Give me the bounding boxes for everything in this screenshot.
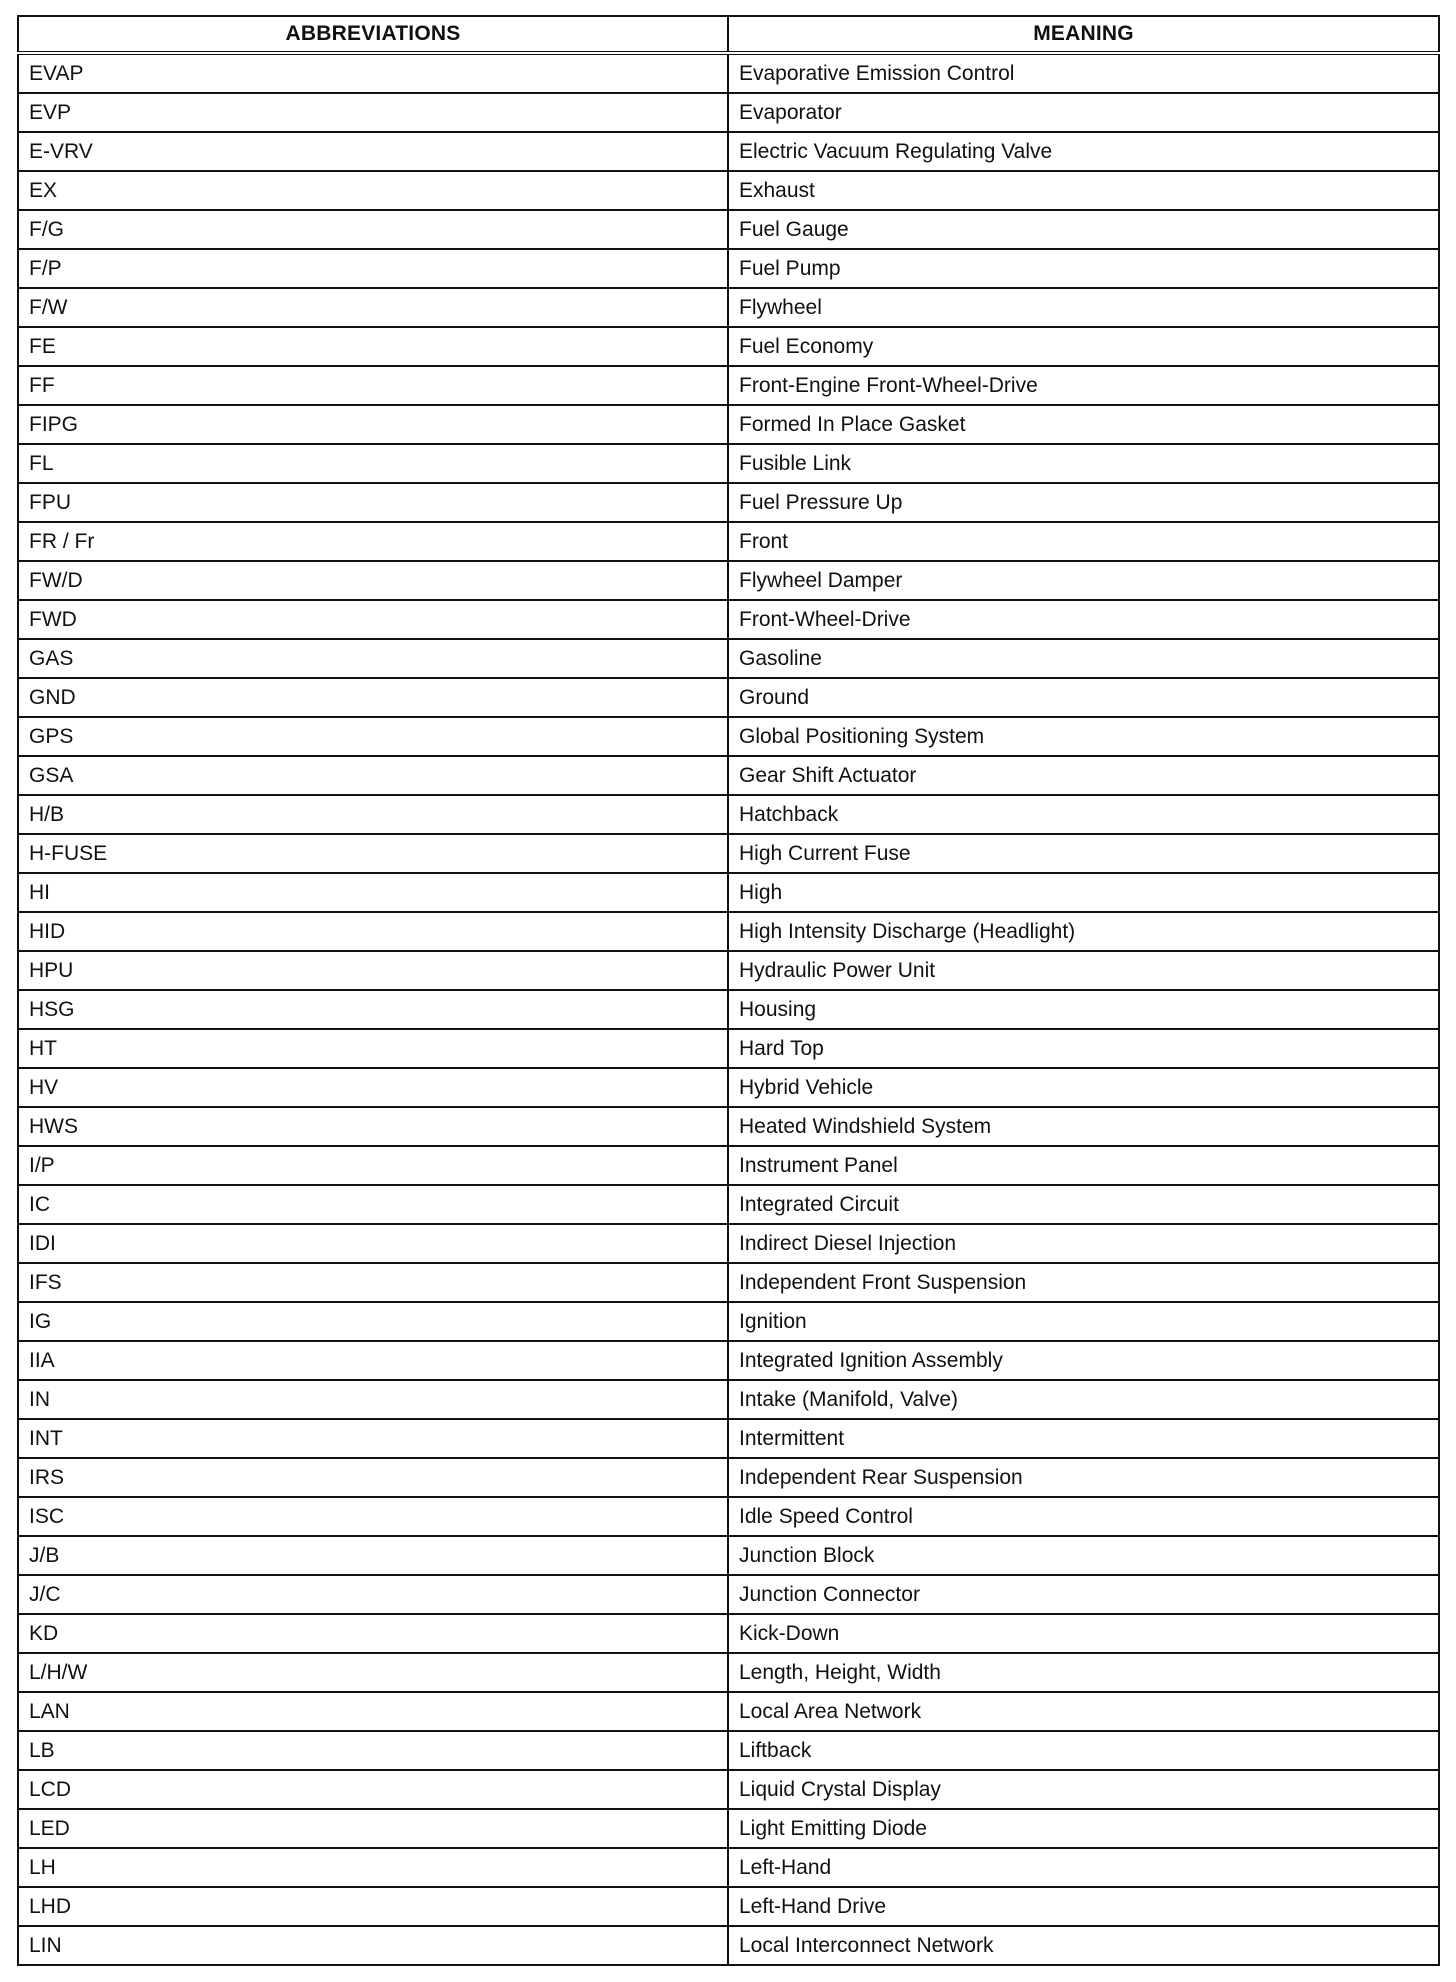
table-row: [18, 366, 1439, 405]
abbreviations-table: [17, 15, 1440, 1966]
meaning-cell: Hatchback: [728, 795, 1439, 834]
abbreviation-cell: HID: [18, 912, 728, 951]
meaning-cell: High Intensity Discharge (Headlight): [728, 912, 1439, 951]
abbreviation-cell: ISC: [18, 1497, 728, 1536]
abbreviation-cell: H-FUSE: [18, 834, 728, 873]
abbreviation-cell: F/G: [18, 210, 728, 249]
table-row: [18, 288, 1439, 327]
table-row: [18, 1809, 1439, 1848]
abbreviation-cell: EX: [18, 171, 728, 210]
table-row: [18, 210, 1439, 249]
abbreviation-cell: IDI: [18, 1224, 728, 1263]
meaning-cell: Indirect Diesel Injection: [728, 1224, 1439, 1263]
meaning-cell: Left-Hand Drive: [728, 1887, 1439, 1926]
table-row: [18, 1419, 1439, 1458]
meaning-cell: Fuel Gauge: [728, 210, 1439, 249]
meaning-cell: Fuel Economy: [728, 327, 1439, 366]
abbreviation-cell: IG: [18, 1302, 728, 1341]
table-row: [18, 1146, 1439, 1185]
meaning-cell: Fuel Pressure Up: [728, 483, 1439, 522]
table-row: [18, 171, 1439, 210]
abbreviation-cell: KD: [18, 1614, 728, 1653]
abbreviation-cell: LHD: [18, 1887, 728, 1926]
abbreviation-cell: LED: [18, 1809, 728, 1848]
table-row: [18, 678, 1439, 717]
meaning-cell: Junction Block: [728, 1536, 1439, 1575]
table-row: [18, 873, 1439, 912]
table-row: [18, 405, 1439, 444]
abbreviation-cell: F/W: [18, 288, 728, 327]
meaning-cell: Evaporative Emission Control: [728, 53, 1439, 93]
abbreviation-cell: I/P: [18, 1146, 728, 1185]
table-row: [18, 1614, 1439, 1653]
table-row: [18, 600, 1439, 639]
meaning-cell: Local Interconnect Network: [728, 1926, 1439, 1965]
table-row: [18, 1458, 1439, 1497]
abbreviation-cell: FR / Fr: [18, 522, 728, 561]
meaning-cell: Integrated Circuit: [728, 1185, 1439, 1224]
abbreviation-cell: IIA: [18, 1341, 728, 1380]
table-row: [18, 1263, 1439, 1302]
table-row: [18, 1497, 1439, 1536]
table-row: [18, 522, 1439, 561]
abbreviations-column-header: ABBREVIATIONS: [18, 16, 728, 53]
meaning-cell: Fuel Pump: [728, 249, 1439, 288]
abbreviation-cell: GPS: [18, 717, 728, 756]
meaning-cell: Evaporator: [728, 93, 1439, 132]
table-row: [18, 1848, 1439, 1887]
abbreviation-cell: HPU: [18, 951, 728, 990]
table-row: [18, 951, 1439, 990]
table-row: [18, 717, 1439, 756]
abbreviation-cell: GND: [18, 678, 728, 717]
meaning-cell: Ignition: [728, 1302, 1439, 1341]
abbreviation-cell: FWD: [18, 600, 728, 639]
meaning-cell: Length, Height, Width: [728, 1653, 1439, 1692]
meaning-cell: Local Area Network: [728, 1692, 1439, 1731]
table-row: [18, 990, 1439, 1029]
meaning-cell: Instrument Panel: [728, 1146, 1439, 1185]
meaning-cell: Global Positioning System: [728, 717, 1439, 756]
meaning-cell: Integrated Ignition Assembly: [728, 1341, 1439, 1380]
abbreviation-cell: HV: [18, 1068, 728, 1107]
abbreviation-cell: GAS: [18, 639, 728, 678]
meaning-cell: Fusible Link: [728, 444, 1439, 483]
table-row: [18, 1536, 1439, 1575]
abbreviation-cell: F/P: [18, 249, 728, 288]
meaning-cell: High Current Fuse: [728, 834, 1439, 873]
meaning-cell: Junction Connector: [728, 1575, 1439, 1614]
meaning-cell: Housing: [728, 990, 1439, 1029]
meaning-cell: Flywheel Damper: [728, 561, 1439, 600]
abbreviation-cell: GSA: [18, 756, 728, 795]
meaning-cell: Hard Top: [728, 1029, 1439, 1068]
meaning-cell: Flywheel: [728, 288, 1439, 327]
table-row: [18, 834, 1439, 873]
abbreviation-cell: HSG: [18, 990, 728, 1029]
abbreviations-page: [17, 15, 1438, 1966]
table-body: [18, 53, 1439, 1965]
abbreviation-cell: LIN: [18, 1926, 728, 1965]
table-row: [18, 1185, 1439, 1224]
abbreviation-cell: E-VRV: [18, 132, 728, 171]
table-row: [18, 1302, 1439, 1341]
abbreviation-cell: H/B: [18, 795, 728, 834]
meaning-cell: Idle Speed Control: [728, 1497, 1439, 1536]
meaning-cell: Liquid Crystal Display: [728, 1770, 1439, 1809]
meaning-cell: Left-Hand: [728, 1848, 1439, 1887]
abbreviation-cell: IFS: [18, 1263, 728, 1302]
table-row: [18, 483, 1439, 522]
abbreviation-cell: HWS: [18, 1107, 728, 1146]
table-row: [18, 53, 1439, 93]
meaning-cell: Independent Rear Suspension: [728, 1458, 1439, 1497]
meaning-cell: Gasoline: [728, 639, 1439, 678]
table-row: [18, 1107, 1439, 1146]
table-row: [18, 1224, 1439, 1263]
table-row: [18, 1575, 1439, 1614]
meaning-cell: Hybrid Vehicle: [728, 1068, 1439, 1107]
table-row: [18, 912, 1439, 951]
meaning-cell: Ground: [728, 678, 1439, 717]
abbreviation-cell: FW/D: [18, 561, 728, 600]
meaning-cell: Intake (Manifold, Valve): [728, 1380, 1439, 1419]
abbreviation-cell: IN: [18, 1380, 728, 1419]
table-header-row: [18, 16, 1439, 53]
table-row: [18, 1926, 1439, 1965]
table-row: [18, 561, 1439, 600]
abbreviation-cell: FIPG: [18, 405, 728, 444]
table-row: [18, 249, 1439, 288]
table-row: [18, 1770, 1439, 1809]
meaning-cell: Front-Wheel-Drive: [728, 600, 1439, 639]
table-row: [18, 756, 1439, 795]
meaning-cell: Formed In Place Gasket: [728, 405, 1439, 444]
meaning-cell: High: [728, 873, 1439, 912]
meaning-cell: Front: [728, 522, 1439, 561]
abbreviation-cell: HT: [18, 1029, 728, 1068]
meaning-cell: Exhaust: [728, 171, 1439, 210]
table-row: [18, 1731, 1439, 1770]
meaning-column-header: MEANING: [728, 16, 1439, 53]
table-row: [18, 1029, 1439, 1068]
abbreviation-cell: FL: [18, 444, 728, 483]
abbreviation-cell: EVAP: [18, 53, 728, 93]
table-row: [18, 1887, 1439, 1926]
table-row: [18, 1380, 1439, 1419]
abbreviation-cell: FF: [18, 366, 728, 405]
abbreviation-cell: LAN: [18, 1692, 728, 1731]
table-row: [18, 795, 1439, 834]
meaning-cell: Gear Shift Actuator: [728, 756, 1439, 795]
abbreviation-cell: FPU: [18, 483, 728, 522]
table-row: [18, 444, 1439, 483]
abbreviation-cell: IRS: [18, 1458, 728, 1497]
abbreviation-cell: J/B: [18, 1536, 728, 1575]
abbreviation-cell: FE: [18, 327, 728, 366]
table-row: [18, 1653, 1439, 1692]
abbreviation-cell: INT: [18, 1419, 728, 1458]
meaning-cell: Hydraulic Power Unit: [728, 951, 1439, 990]
abbreviation-cell: LCD: [18, 1770, 728, 1809]
abbreviation-cell: IC: [18, 1185, 728, 1224]
meaning-cell: Light Emitting Diode: [728, 1809, 1439, 1848]
table-row: [18, 1692, 1439, 1731]
abbreviation-cell: L/H/W: [18, 1653, 728, 1692]
table-row: [18, 327, 1439, 366]
abbreviation-cell: HI: [18, 873, 728, 912]
abbreviation-cell: LH: [18, 1848, 728, 1887]
table-row: [18, 639, 1439, 678]
abbreviation-cell: EVP: [18, 93, 728, 132]
meaning-cell: Independent Front Suspension: [728, 1263, 1439, 1302]
meaning-cell: Intermittent: [728, 1419, 1439, 1458]
meaning-cell: Heated Windshield System: [728, 1107, 1439, 1146]
table-row: [18, 93, 1439, 132]
table-row: [18, 132, 1439, 171]
meaning-cell: Liftback: [728, 1731, 1439, 1770]
table-row: [18, 1068, 1439, 1107]
meaning-cell: Electric Vacuum Regulating Valve: [728, 132, 1439, 171]
meaning-cell: Kick-Down: [728, 1614, 1439, 1653]
abbreviation-cell: LB: [18, 1731, 728, 1770]
meaning-cell: Front-Engine Front-Wheel-Drive: [728, 366, 1439, 405]
table-row: [18, 1341, 1439, 1380]
abbreviation-cell: J/C: [18, 1575, 728, 1614]
